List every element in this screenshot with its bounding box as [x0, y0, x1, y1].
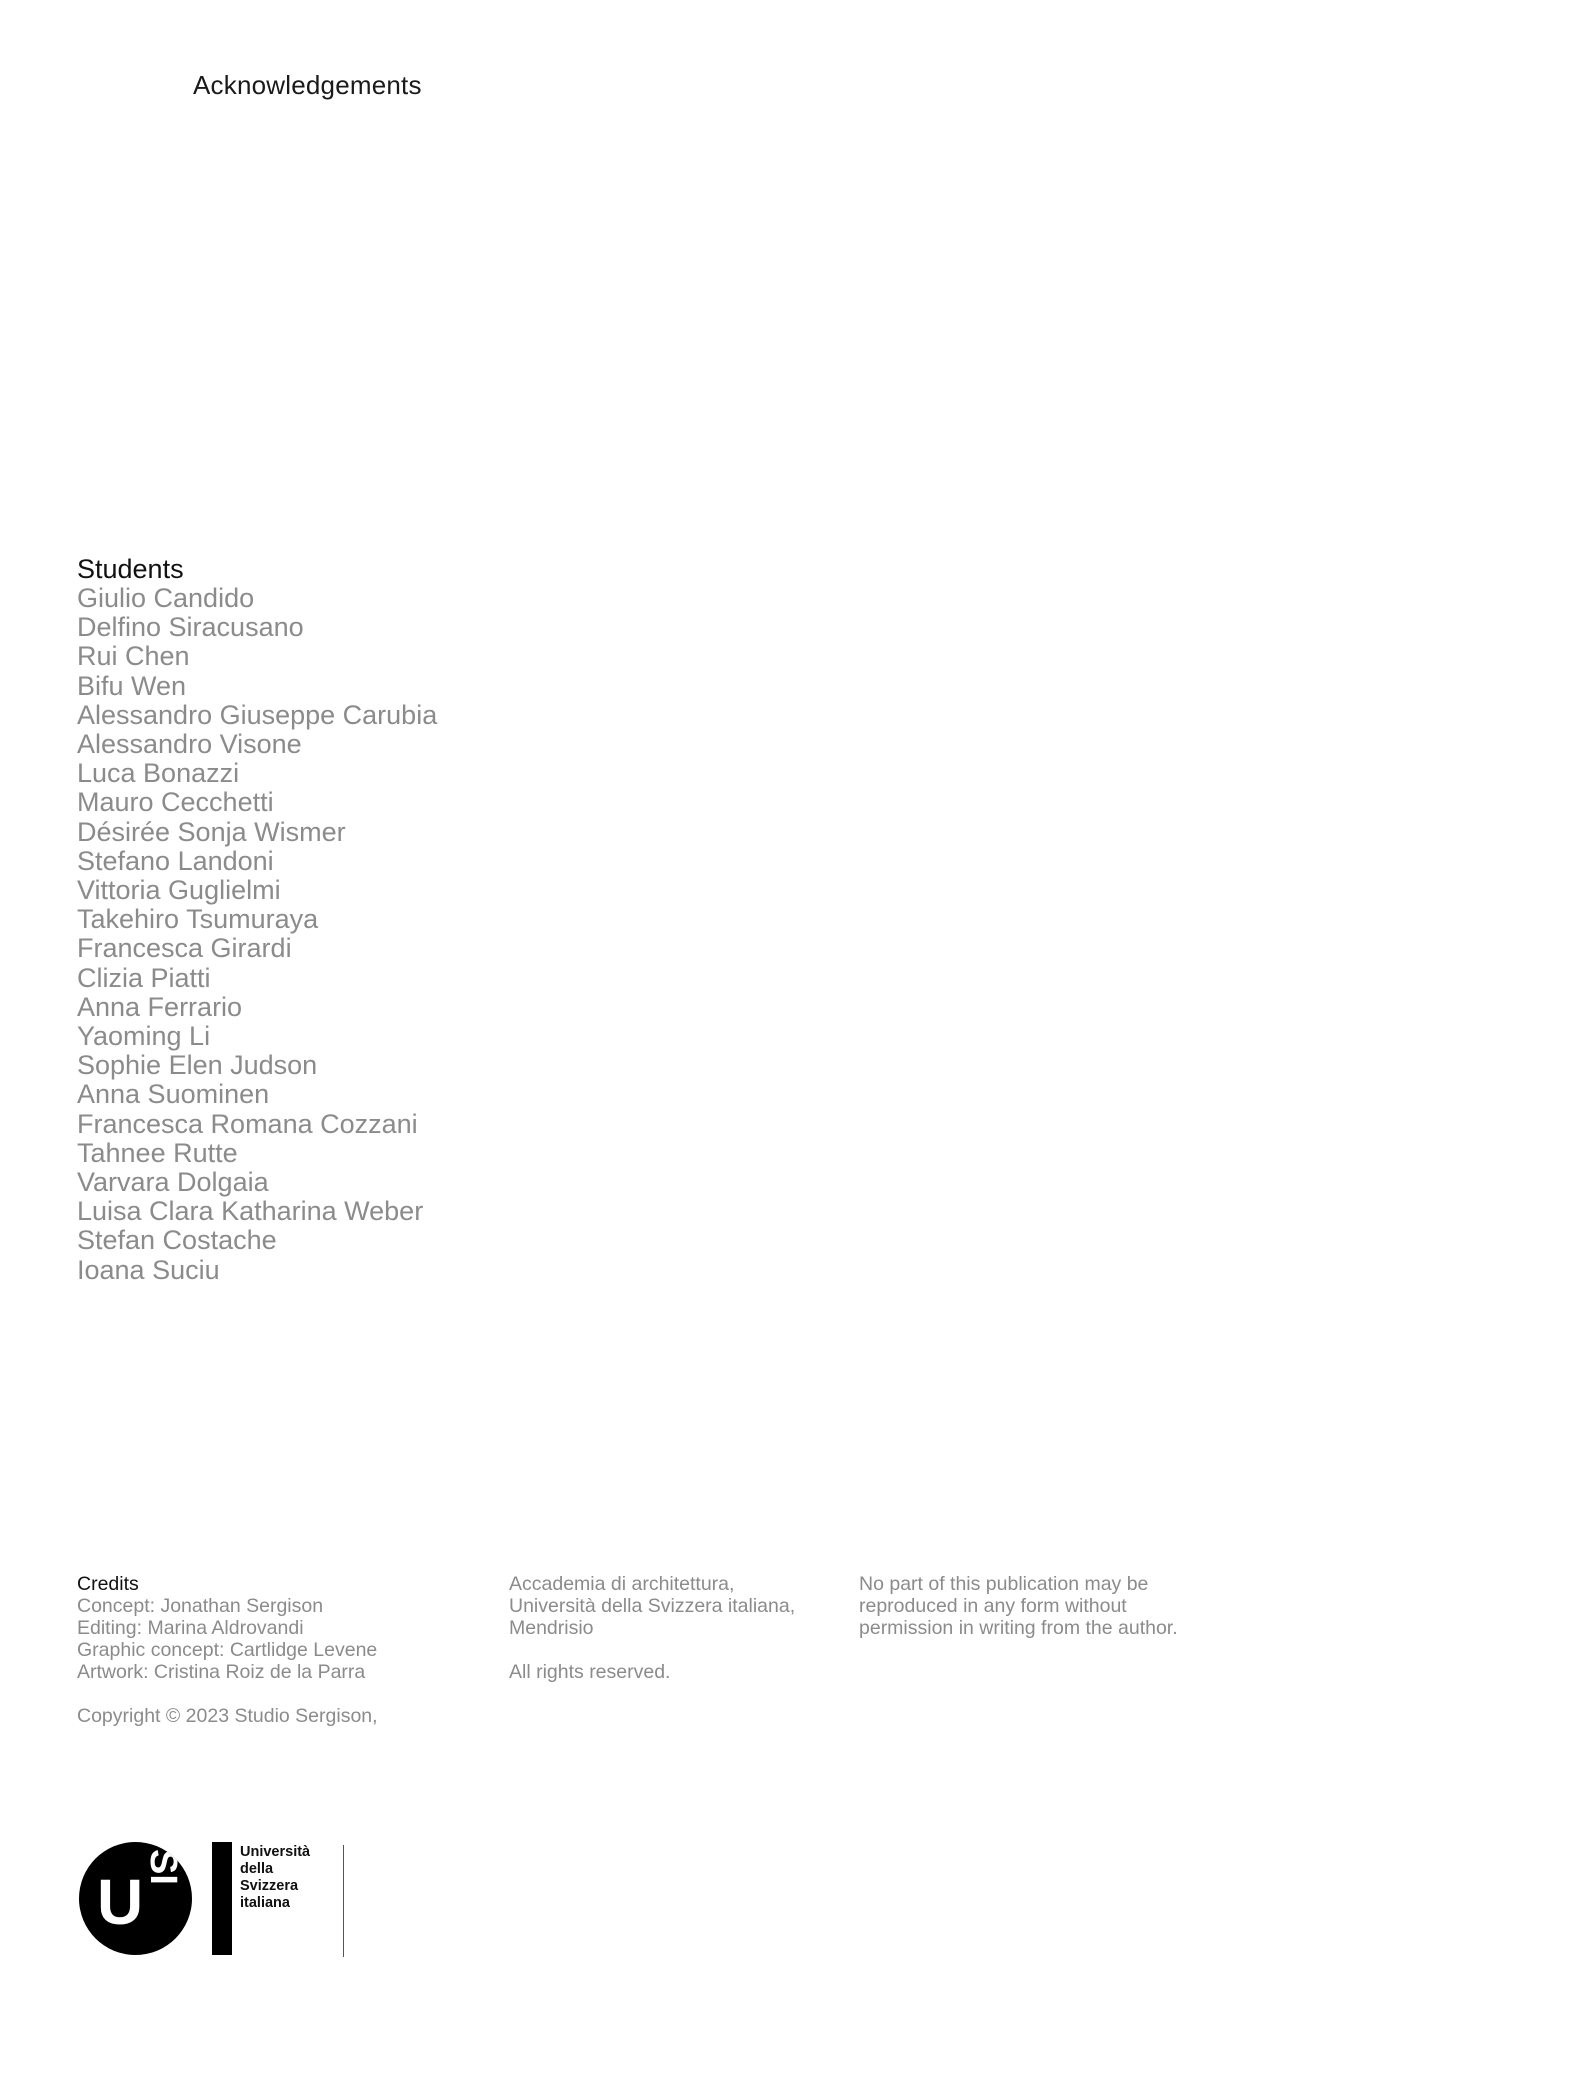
logo-mark-si: SI: [141, 1849, 184, 1885]
institution-line: Mendrisio: [509, 1617, 594, 1639]
notice-section: [859, 1573, 1219, 1639]
student-name: Giulio Candido: [77, 583, 255, 613]
student-name: Ioana Suciu: [77, 1254, 220, 1285]
credit-line: Editing: Marina Aldrovandi: [77, 1617, 304, 1639]
student-name: Bifu Wen: [77, 670, 187, 701]
page-title: Acknowledgements: [193, 70, 422, 100]
student-name: Mauro Cecchetti: [77, 787, 274, 818]
logo-rule: [343, 1845, 344, 1957]
student-name: Stefano Landoni: [77, 845, 274, 876]
notice-line: reproduced in any form without: [859, 1595, 1127, 1617]
institution-section: [509, 1573, 795, 1683]
logo-text-line: della: [240, 1861, 274, 1877]
logo-mark-u: U: [97, 1866, 144, 1938]
logo-text-line: Università: [240, 1844, 311, 1860]
student-name: Yaoming Li: [77, 1021, 211, 1052]
student-name: Luca Bonazzi: [77, 758, 240, 789]
credit-line: Artwork: Cristina Roiz de la Parra: [77, 1661, 366, 1683]
student-name: Francesca Romana Cozzani: [77, 1108, 418, 1139]
credits-heading: Credits: [77, 1573, 139, 1595]
students-heading: Students: [77, 554, 184, 584]
student-name: Vittoria Guglielmi: [77, 875, 281, 906]
student-name: Delfino Siracusano: [77, 612, 304, 643]
students-section: [77, 555, 437, 1285]
credit-line: Graphic concept: Cartlidge Levene: [77, 1639, 378, 1661]
student-name: Francesca Girardi: [77, 933, 292, 964]
credit-line: Concept: Jonathan Sergison: [77, 1595, 324, 1617]
rights-reserved: All rights reserved.: [509, 1661, 671, 1683]
student-name: Clizia Piatti: [77, 962, 211, 993]
student-name: Luisa Clara Katharina Weber: [77, 1196, 424, 1227]
student-name: Alessandro Giuseppe Carubia: [77, 699, 438, 730]
student-name: Varvara Dolgaia: [77, 1167, 269, 1198]
student-name: Stefan Costache: [77, 1225, 277, 1256]
student-name: Alessandro Visone: [77, 729, 302, 760]
institution-line: Università della Svizzera italiana,: [509, 1595, 796, 1617]
student-name: Tahnee Rutte: [77, 1137, 238, 1168]
student-name: Rui Chen: [77, 641, 190, 672]
logo-bar: [212, 1842, 232, 1955]
student-name: Sophie Elen Judson: [77, 1050, 318, 1081]
logo-text-line: Svizzera: [240, 1878, 299, 1894]
copyright-line: Copyright © 2023 Studio Sergison,: [77, 1705, 378, 1727]
student-name: Anna Suominen: [77, 1079, 270, 1110]
logo-wordmark: [240, 1844, 310, 1912]
notice-line: No part of this publication may be: [859, 1573, 1149, 1595]
notice-line: permission in writing from the author.: [859, 1617, 1178, 1639]
student-name: Takehiro Tsumuraya: [77, 904, 319, 935]
logo-text-line: italiana: [240, 1895, 290, 1911]
usi-logo-mark: [79, 1842, 192, 1955]
usi-logo: [79, 1842, 369, 1957]
credits-section: [77, 1573, 378, 1727]
student-name: Désirée Sonja Wismer: [77, 816, 346, 847]
students-list: [77, 584, 437, 1285]
institution-line: Accademia di architettura,: [509, 1573, 735, 1595]
student-name: Anna Ferrario: [77, 991, 243, 1022]
